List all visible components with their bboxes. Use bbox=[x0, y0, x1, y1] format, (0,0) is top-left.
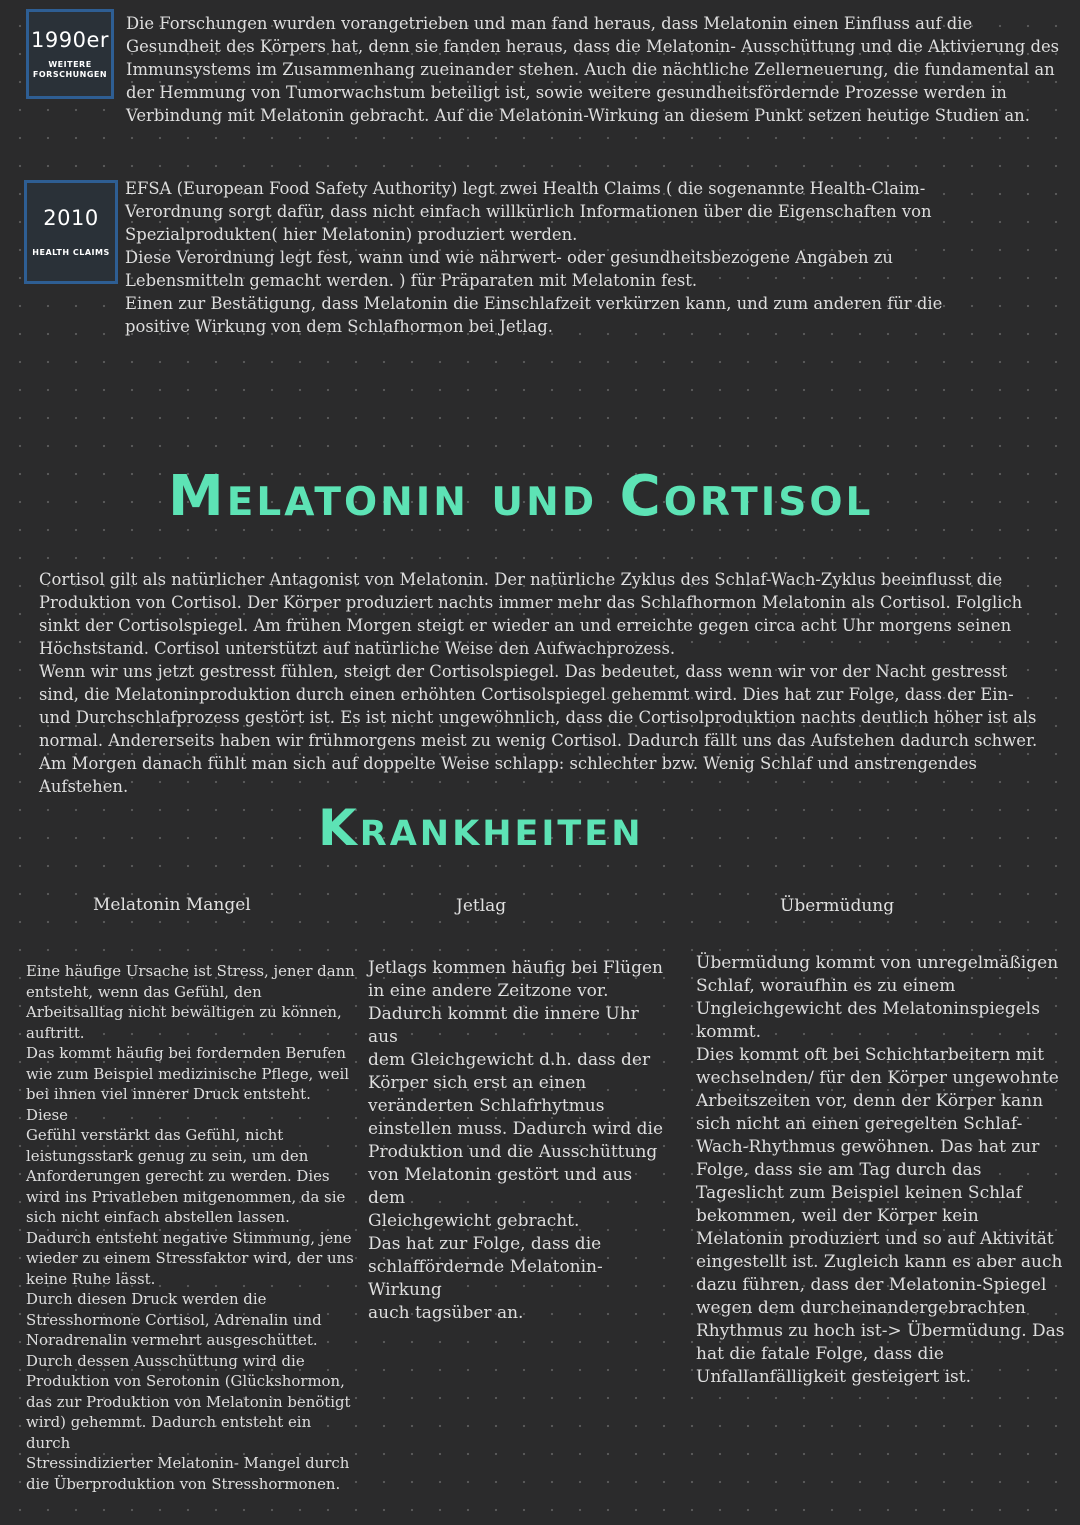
column-heading-jetlag: Jetlag bbox=[456, 896, 507, 916]
timeline-badge-2010 bbox=[24, 180, 118, 284]
column-text-melatonin-mangel: Eine häufige Ursache ist Stress, jener dann entsteht, wenn das Gefühl, den Arbeitsalltag nicht bewältigen zu können, auftritt. Das kommt häufig bei fordernden Berufen wie zum Beispiel medizinische Pflege, weil bei ihnen viel innerer Druck entsteht. Diese Gefühl verstärkt das Gefühl, nicht leistungsstark genug zu sein, um den Anforderungen gerecht zu werden. Dies wird ins Privatleben mitgenommen, da sie sich nicht einfach abstellen lassen. Dadurch entsteht negative Stimmung, jene wieder zu einem Stressfaktor wird, der uns keine Ruhe lässt. Durch diesen Druck werden die Stresshormone Cortisol, Adrenalin und Noradrenalin vermehrt ausgeschüttet. Durch dessen Ausschüttung wird die Produktion von Serotonin (Glückshormon, das zur Produktion von Melatonin benötigt wird) gehemmt. Dadurch entsteht ein durch Stressindizierter Melatonin- Mangel durch die Überproduktion von Stresshormonen. bbox=[26, 962, 355, 1493]
timeline-text-1990er: Die Forschungen wurden vorangetrieben und man fand heraus, dass Melatonin einen Einfluss auf die Gesundheit des Körpers hat, denn sie fanden heraus, dass die Melatonin- Ausschüttung und die Aktivierung des Immunsystems im Zusammenhang zueinander stehen. Auch die nächtliche Zellerneuerung, die fundamental an der Hemmung von Tumorwachstum beteiligt ist, sowie weitere gesundheitsfördernde Prozesse werden in Verbindung mit Melatonin gebracht. Auf die Melatonin-Wirkung an diesem Punkt setzen heutige Studien an. bbox=[126, 14, 1060, 125]
column-text-uebermuedung: Übermüdung kommt von unregelmäßigen Schlaf, woraufhin es zu einem Ungleichgewicht des Melatoninspiegels kommt. Dies kommt oft bei Schichtarbeitern mit wechselnden/ für den Körper ungewohnte Arbeitszeiten vor, denn der Körper kann sich nicht an einen geregelten Schlaf- Wach-Rhythmus gewöhnen. Das hat zur Folge, dass sie am Tag durch das Tageslicht zum Beispiel keinen Schlaf bekommen, weil der Körper kein Melatonin produziert und so auf Aktivität eingestellt ist. Zugleich kann es aber auch dazu führen, dass der Melatonin-Spiegel wegen dem durcheinandergebrachten Rhythmus zu hoch ist-> Übermüdung. Das hat die fatale Folge, dass die Unfallanfälligkeit gesteigert ist. bbox=[696, 953, 1065, 1387]
badge-subtitle: WEITERE FORSCHUNGEN bbox=[32, 60, 108, 79]
column-text-jetlag: Jetlags kommen häufig bei Flügen in eine andere Zeitzone vor. Dadurch kommt die innere Uhr aus dem Gleichgewicht d.h. dass der Körper sich erst an einen veränderten Schlafrhytmus einstellen muss. Dadurch wird die Produktion und die Ausschüttung von Melatonin gestört und aus dem Gleichgewicht gebracht. Das hat zur Folge, dass die schlaffördernde Melatonin-Wirkung auch tagsüber an. bbox=[368, 958, 664, 1323]
column-heading-uebermuedung: Übermüdung bbox=[780, 896, 895, 916]
section-title-melatonin-cortisol: Melatonin und Cortisol bbox=[168, 464, 874, 529]
badge-subtitle: HEALTH CLAIMS bbox=[32, 248, 110, 257]
section-text-melatonin-cortisol: Cortisol gilt als natürlicher Antagonist von Melatonin. Der natürliche Zyklus des Schlaf-Wach-Zyklus beeinflusst die Produktion von Cortisol. Der Körper produziert nachts immer mehr das Schlafhormon Melatonin als Cortisol. Folglich sinkt der Cortisolspiegel. Am frühen Morgen steigt er wieder an und erreichte gegen circa acht Uhr morgens seinen Höchststand. Cortisol unterstützt auf natürliche Weise den Aufwachprozess. Wenn wir uns jetzt gestresst fühlen, steigt der Cortisolspiegel. Das bedeutet, dass wenn wir vor der Nacht gestresst sind, die Melatoninproduktion durch einen erhöhten Cortisolspiegel gehemmt wird. Dies hat zur Folge, dass der Ein- und Durchschlafprozess gestört ist. Es ist nicht ungewöhnlich, dass die Cortisolproduktion nachts deutlich höher ist als normal. Andererseits haben wir frühmorgens meist zu wenig Cortisol. Dadurch fällt uns das Aufstehen dadurch schwer. Am Morgen danach fühlt man sich auf doppelte Weise schlapp: schlechter bzw. Wenig Schlaf und anstrengendes Aufstehen. bbox=[39, 570, 1038, 796]
section-title-krankheiten: Krankheiten bbox=[318, 799, 644, 857]
column-heading-melatonin-mangel: Melatonin Mangel bbox=[93, 895, 251, 915]
timeline-text-2010: EFSA (European Food Safety Authority) legt zwei Health Claims ( die sogenannte Health-Claim- Verordnung sorgt dafür, dass nicht einfach willkürlich Informationen über die Eigenschaften von Spezialprodukten( hier Melatonin) produziert werden. Diese Verordnung legt fest, wann und wie nährwert- oder gesundheitsbezogene Angaben zu Lebensmitteln gemacht werden. ) für Präparaten mit Melatonin fest. Einen zur Bestätigung, dass Melatonin die Einschlafzeit verkürzen kann, und zum anderen für die positive Wirkung von dem Schlafhormon bei Jetlag. bbox=[125, 179, 943, 336]
badge-year: 2010 bbox=[43, 206, 99, 230]
timeline-badge-1990er bbox=[26, 9, 114, 99]
badge-year: 1990er bbox=[31, 28, 109, 52]
